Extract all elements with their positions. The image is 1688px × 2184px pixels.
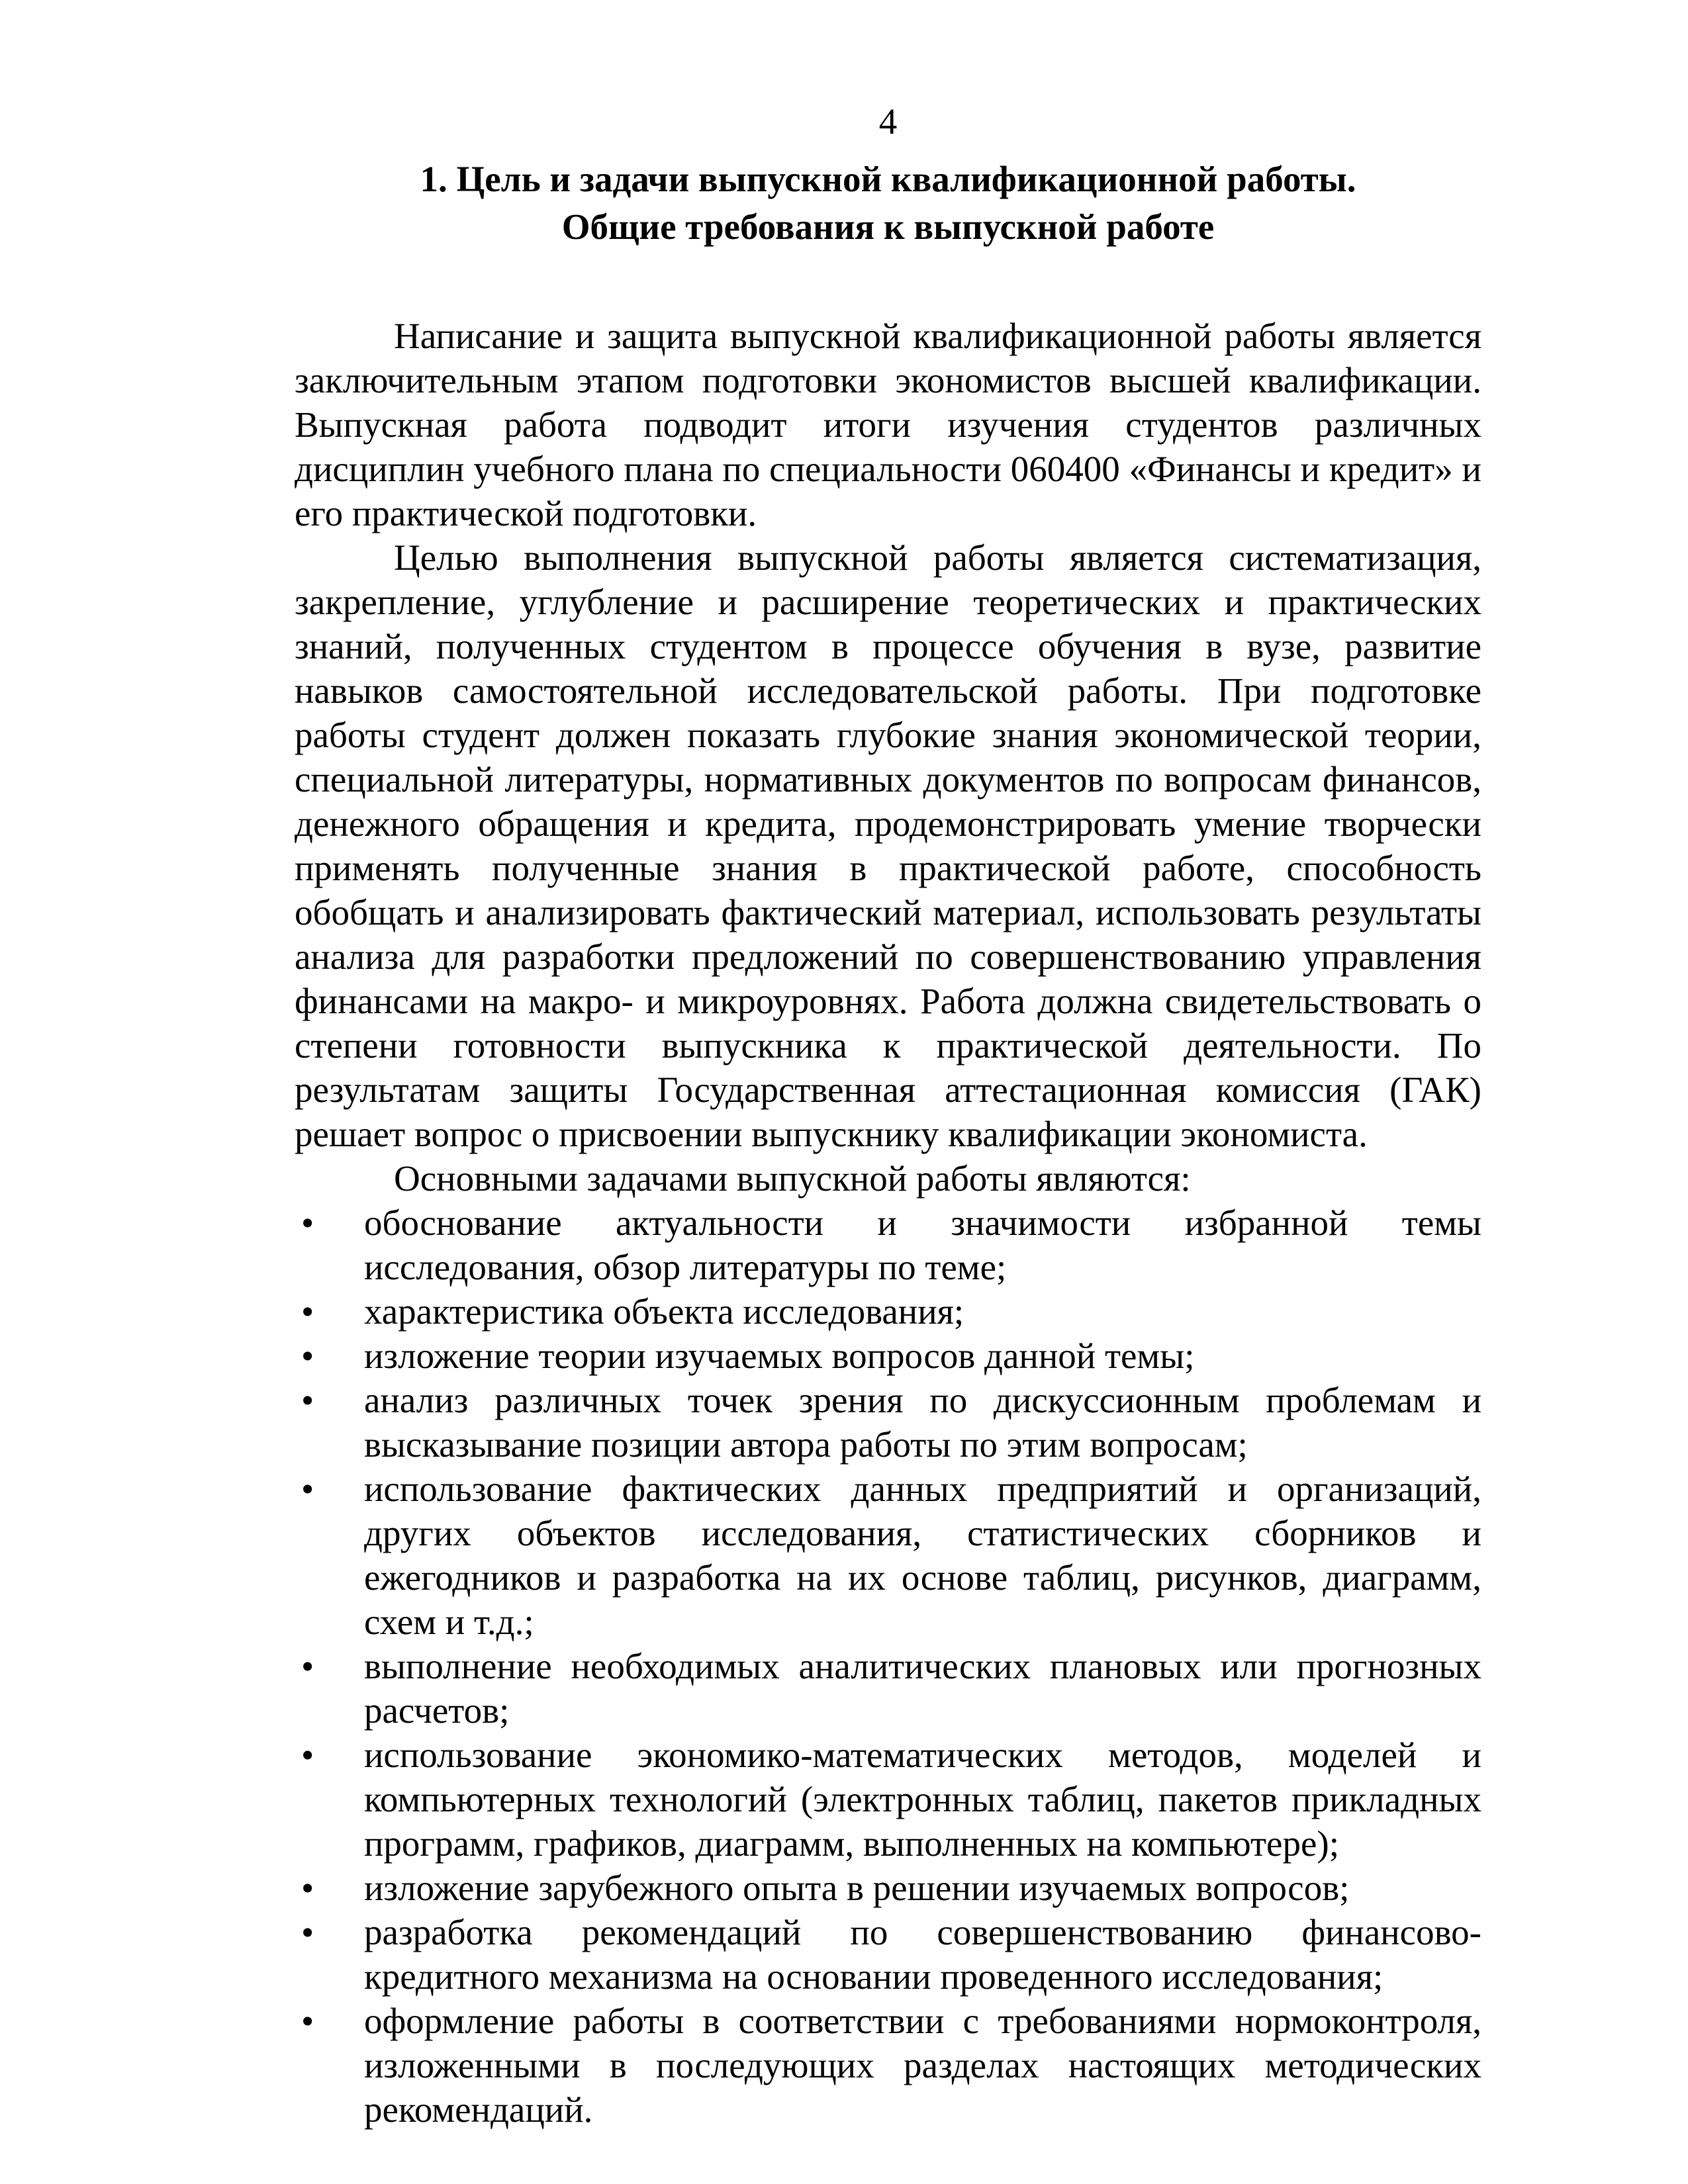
page-number: 4 — [878, 101, 898, 142]
list-item: • выполнение необходимых аналитических плановых или прогнозных расчетов; — [295, 1644, 1481, 1733]
list-intro: Основными задачами выпускной работы являются: — [394, 1158, 1191, 1199]
section-heading — [295, 156, 1481, 251]
list-item: • анализ различных точек зрения по дискуссионным проблемам и высказывание позиции автора работы по этим вопросам; — [295, 1378, 1481, 1467]
tasks-list — [295, 1201, 1481, 2132]
list-item: • использование экономико-математических методов, моделей и компьютерных технологий (электронных таблиц, пакетов прикладных программ, графиков, диаграмм, выполненных на компьютере); — [295, 1733, 1481, 1866]
list-item: • использование фактических данных предприятий и организаций, других объектов исследования, статистических сборников и ежегодников и разработка на их основе таблиц, рисунков, диаграмм, схем и т.д.; — [295, 1467, 1481, 1644]
list-item: • разработка рекомендаций по совершенствованию финансово-кредитного механизма на основании проведенного исследования; — [295, 1910, 1481, 1999]
list-item: • обоснование актуальности и значимости избранной темы исследования, обзор литературы по теме; — [295, 1201, 1481, 1289]
list-item: • изложение теории изучаемых вопросов данной темы; — [295, 1334, 1481, 1378]
heading-line-1: 1. Цель и задачи выпускной квалификационной работы. — [420, 159, 1356, 199]
list-item: • оформление работы в соответствии с требованиями нормоконтроля, изложенными в последующих разделах настоящих методических рекомендаций. — [295, 1999, 1481, 2132]
paragraph-goal: Целью выполнения выпускной работы является систематизация, закрепление, углубление и расширение теоретических и практических знаний, полученных студентом в процессе обучения в вузе, развитие навыков самостоятельной исследовательской работы. При подготовке работы студент должен показать глубокие знания экономической теории, специальной литературы, нормативных документов по вопросам финансов, денежного обращения и кредита, продемонстрировать умение творчески применять полученные знания в практической работе, способность обобщать и анализировать фактический материал, использовать результаты анализа для разработки предложений по совершенствованию управления финансами на макро- и микроуровнях. Работа должна свидетельствовать о степени готовности выпускника к практической деятельности. По результатам защиты Государственная аттестационная комиссия (ГАК) решает вопрос о присвоении выпускнику квалификации экономиста. — [295, 537, 1481, 1154]
list-item: • характеристика объекта исследования; — [295, 1289, 1481, 1334]
paragraph-intro: Написание и защита выпускной квалификационной работы является заключительным этапом подготовки экономистов высшей квалификации. Выпускная работа подводит итоги изучения студентов различных дисциплин учебного плана по специальности 060400 «Финансы и кредит» и его практической подготовки. — [295, 316, 1481, 533]
heading-line-2: Общие требования к выпускной работе — [561, 206, 1215, 247]
list-item: • изложение зарубежного опыта в решении изучаемых вопросов; — [295, 1866, 1481, 1910]
